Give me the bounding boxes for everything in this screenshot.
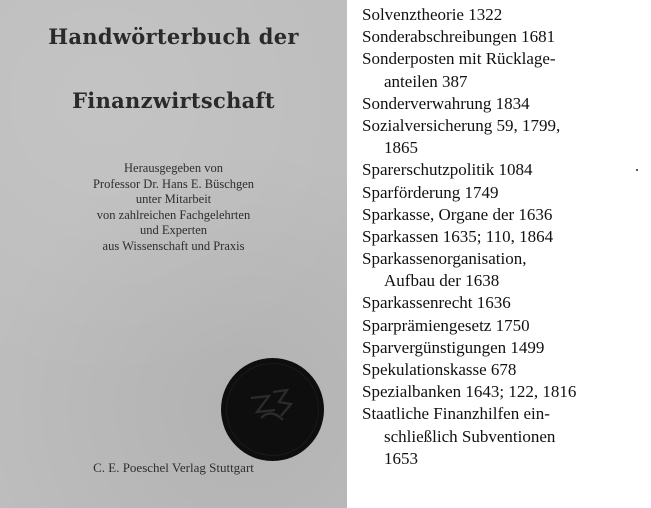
index-entry-text: Sparkassenorganisation, <box>362 249 527 269</box>
index-entry <box>362 403 647 470</box>
index-entry-text: Sonderabschreibungen 1681 <box>362 27 556 47</box>
index-entry-text: Sozialversicherung 59, 1799, <box>362 115 561 135</box>
index-entry <box>362 26 647 48</box>
index-entry <box>362 4 647 26</box>
index-entry-continuation: 1865 <box>384 138 418 158</box>
index-entry <box>362 337 647 359</box>
credit-line: Professor Dr. Hans E. Büschgen <box>92 176 255 191</box>
scan-speck <box>636 169 638 171</box>
cover-title-line2: Finanzwirtschaft <box>72 88 275 113</box>
index-entry <box>362 159 647 181</box>
index-entry <box>362 115 647 159</box>
credit-line: und Experten <box>140 223 207 237</box>
credit-line: aus Wissenschaft und Praxis <box>102 238 245 253</box>
index-entry-text: Sparprämiengesetz 1750 <box>362 315 530 335</box>
index-entry-text: Spezialbanken 1643; 122, 1816 <box>362 382 577 402</box>
index-entry-text: Sonderverwahrung 1834 <box>362 93 530 113</box>
index-entry-text: Sparkassenrecht 1636 <box>362 293 511 313</box>
index-entry <box>362 48 647 92</box>
index-column <box>362 4 647 470</box>
index-entry <box>362 93 647 115</box>
index-entry-continuation: Aufbau der 1638 <box>384 271 500 291</box>
index-entry-continuation: schließlich Subventionen <box>384 426 556 446</box>
index-entry-text: Sparkassen 1635; 110, 1864 <box>362 226 554 246</box>
index-entry <box>362 204 647 226</box>
index-entry-text: Solvenztheorie 1322 <box>362 5 503 24</box>
seal-emblem-icon <box>221 358 324 461</box>
index-entry-text: Sparerschutzpolitik 1084 <box>362 160 533 180</box>
index-entry-text: Sparkasse, Organe der 1636 <box>362 204 553 224</box>
index-entry-continuation: anteilen 387 <box>384 71 468 91</box>
index-entry-continuation: 1653 <box>384 448 418 468</box>
index-entry-text: Spekulationskasse 678 <box>362 360 517 379</box>
index-entry <box>362 292 647 314</box>
index-entry-text: Staatliche Finanzhilfen ein- <box>362 404 550 424</box>
index-entry <box>362 248 647 292</box>
index-entry-text: Sparvergünstigungen 1499 <box>362 337 545 357</box>
cover-title-line1: Handwörterbuch der <box>48 24 299 49</box>
index-entry-text: Sparförderung 1749 <box>362 182 499 202</box>
publisher-seal-logo <box>221 358 324 461</box>
credit-line: unter Mitarbeit <box>135 192 212 206</box>
index-entry <box>362 315 647 337</box>
credit-line: Herausgegeben von <box>124 161 223 175</box>
index-entry <box>362 226 647 248</box>
index-entry-text: Sonderposten mit Rücklage- <box>362 49 556 69</box>
index-entry <box>362 359 647 381</box>
cover-publisher: C. E. Poeschel Verlag Stuttgart <box>93 460 254 475</box>
credit-line: von zahlreichen Fachgelehrten <box>96 207 251 222</box>
cover-credits <box>0 161 347 254</box>
index-entry <box>362 182 647 204</box>
index-entry <box>362 381 647 403</box>
